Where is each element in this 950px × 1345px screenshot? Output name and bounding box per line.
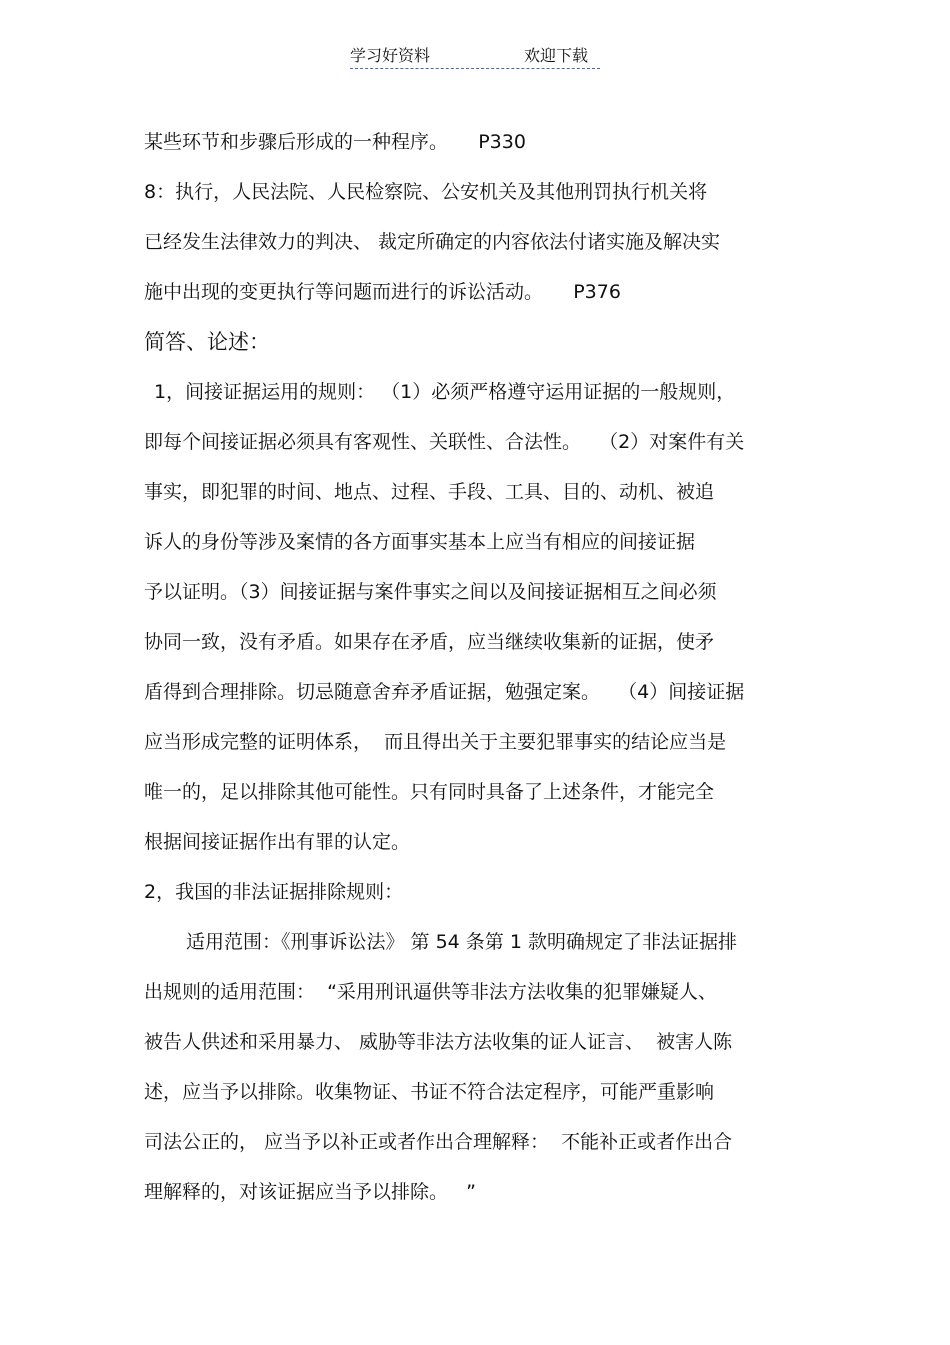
text-line: 根据间接证据作出有罪的认定。 <box>144 831 411 853</box>
section-heading: 简答、论述： <box>144 330 270 354</box>
header-left-text: 学习好资料 <box>350 46 431 65</box>
text-line: 已经发生法律效力的判决、 裁定所确定的内容依法付诸实施及解决实 <box>144 231 721 253</box>
text-line: 被告人供述和采用暴力、 威胁等非法方法收集的证人证言、 被害人陈 <box>144 1031 733 1053</box>
header-right-text: 欢迎下载 <box>524 46 589 65</box>
document-body <box>144 128 824 1228</box>
text-line: 理解释的，对该证据应当予以排除。 ” <box>144 1181 476 1203</box>
text-line: 2，我国的非法证据排除规则： <box>144 881 404 903</box>
text-line: 1，间接证据运用的规则： （1）必须严格遵守运用证据的一般规则， <box>154 381 736 403</box>
text-line: 事实，即犯罪的时间、地点、过程、手段、工具、目的、动机、被追 <box>144 481 715 503</box>
text-line: 述，应当予以排除。收集物证、书证不符合法定程序，可能严重影响 <box>144 1081 715 1103</box>
text-line: 盾得到合理排除。切忌随意舍弃矛盾证据，勉强定案。 （4）间接证据 <box>144 681 745 703</box>
page-header <box>350 40 600 69</box>
text-line: 诉人的身份等涉及案情的各方面事实基本上应当有相应的间接证据 <box>144 531 696 553</box>
text-line: 出规则的适用范围： “采用刑讯逼供等非法方法收集的犯罪嫌疑人、 <box>144 981 717 1003</box>
text-line: 施中出现的变更执行等问题而进行的诉讼活动。 P376 <box>144 281 621 303</box>
text-line: 适用范围：《刑事诉讼法》 第 54 条第 1 款明确规定了非法证据排 <box>186 931 737 953</box>
text-line: 司法公正的， 应当予以补正或者作出合理解释： 不能补正或者作出合 <box>144 1131 733 1153</box>
text-line: 予以证明。（3）间接证据与案件事实之间以及间接证据相互之间必须 <box>144 581 717 603</box>
text-line: 唯一的，足以排除其他可能性。只有同时具备了上述条件，才能完全 <box>144 781 715 803</box>
text-line: 协同一致，没有矛盾。如果存在矛盾，应当继续收集新的证据，使矛 <box>144 631 715 653</box>
text-line: 某些环节和步骤后形成的一种程序。 P330 <box>144 131 526 153</box>
text-line: 即每个间接证据必须具有客观性、关联性、合法性。 （2）对案件有关 <box>144 431 745 453</box>
text-line: 应当形成完整的证明体系， 而且得出关于主要犯罪事实的结论应当是 <box>144 731 727 753</box>
text-line: 8：执行，人民法院、人民检察院、公安机关及其他刑罚执行机关将 <box>144 181 708 203</box>
